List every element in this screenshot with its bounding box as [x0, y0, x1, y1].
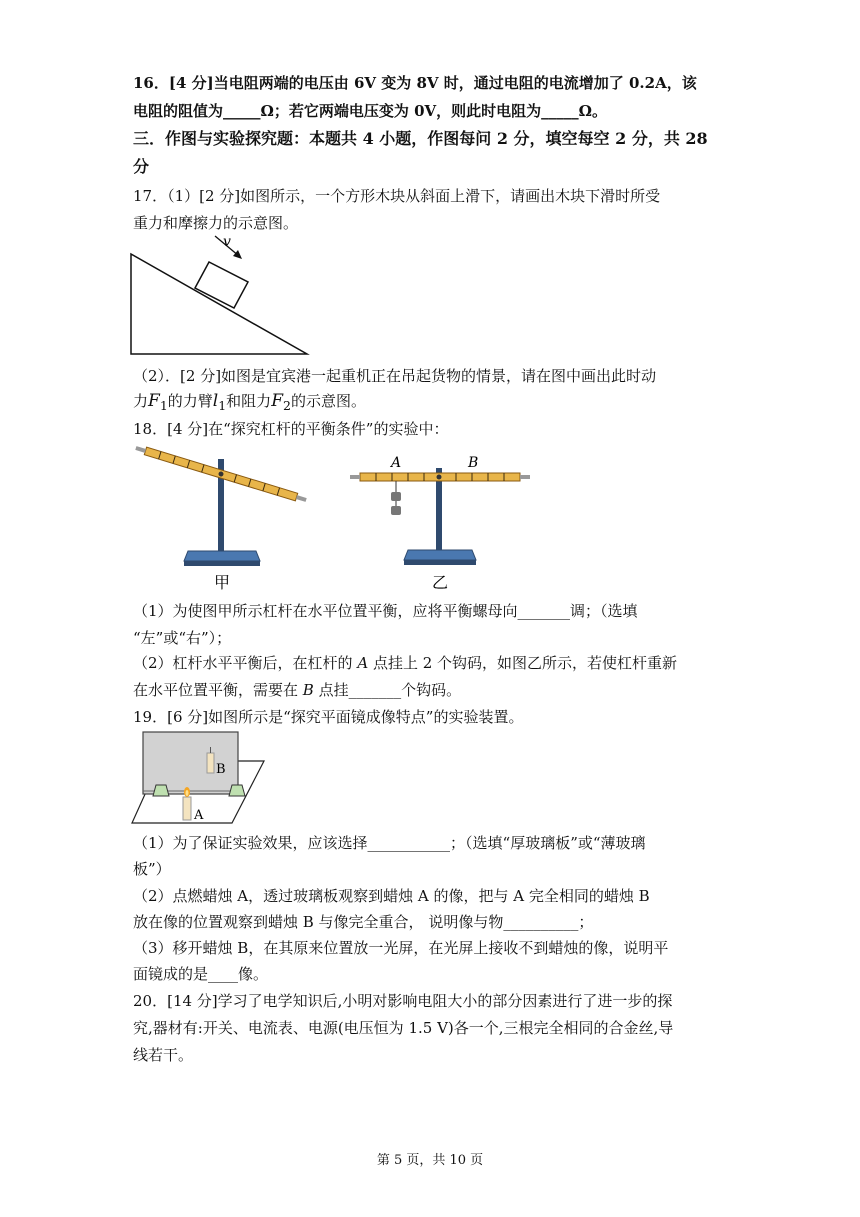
q18-sub1-line2: “左”或“右”）；	[133, 629, 232, 647]
q18-line1: 18．[4 分]在“探究杠杆的平衡条件”的实验中：	[133, 420, 449, 438]
q20-line1: 20．[14 分]学习了电学知识后,小明对影响电阻大小的部分因素进行了进一步的探	[133, 992, 673, 1010]
q17-line2: 重力和摩擦力的示意图。	[133, 214, 299, 232]
q18-sub1-line1: （1）为使图甲所示杠杆在水平位置平衡，应将平衡螺母向_______调；（选填	[133, 602, 638, 620]
q17-part2-line2: 力$F_1$的力臂$l_1$和阻力$F_2$的示意图。	[133, 391, 366, 413]
candle-B-label: B	[216, 762, 226, 777]
page-footer: 第 5 页，共 10 页	[376, 1153, 484, 1168]
hook-weight-2	[391, 506, 401, 515]
q20-line3: 线若干。	[133, 1046, 194, 1064]
section3-heading-cont: 分	[133, 157, 150, 176]
wood-block	[195, 262, 248, 308]
q19-sub3-line2: 面镜成的是____像。	[133, 965, 269, 983]
q19-sub1-line1: （1）为了保证实验效果，应该选择___________；（选填“厚玻璃板”或“薄玻璃	[133, 834, 646, 852]
hook-weight-1	[391, 492, 401, 501]
q19-sub3-line1: （3）移开蜡烛 B，在其原来位置放一光屏，在光屏上接收不到蜡烛的像，说明平	[133, 939, 669, 957]
point-A-label: A	[391, 455, 402, 471]
caption-jia: 甲	[214, 573, 231, 592]
caption-yi: 乙	[432, 573, 449, 592]
q17-line1: 17．（1）[2 分]如图所示，一个方形木块从斜面上滑下，请画出木块下滑时所受	[133, 187, 661, 205]
q17-part2-line1: （2）．[2 分]如图是宜宾港一起重机正在吊起货物的情景，请在图中画出此时动	[133, 367, 657, 385]
point-B-label: B	[468, 455, 479, 471]
q18-sub2-line2: 在水平位置平衡，需要在 B 点挂_______个钩码。	[133, 681, 462, 699]
velocity-label: v	[223, 234, 231, 250]
q16-line2: 电阻的阻值为_____Ω；若它两端电压变为 0V，则此时电阻为_____Ω。	[133, 102, 608, 120]
incline-figure	[125, 232, 315, 360]
lever-figure-jia	[128, 444, 308, 592]
q19-sub1-line2: 板”）	[133, 860, 171, 878]
candle-A-label: A	[194, 808, 204, 823]
lever-figure-yi	[348, 450, 548, 592]
section3-heading: 三．作图与实验探究题：本题共 4 小题，作图每问 2 分，填空每空 2 分，共 28	[133, 129, 708, 148]
q19-line1: 19．[6 分]如图所示是“探究平面镜成像特点”的实验装置。	[133, 708, 524, 726]
q18-sub2-line1: （2）杠杆水平平衡后，在杠杆的 A 点挂上 2 个钩码，如图乙所示，若使杠杆重新	[133, 654, 678, 672]
q19-sub2-line1: （2）点燃蜡烛 A，透过玻璃板观察到蜡烛 A 的像，把与 A 完全相同的蜡烛 B	[133, 887, 650, 905]
q16-line1: 16．[4 分]当电阻两端的电压由 6V 变为 8V 时，通过电阻的电流增加了 0.2A，该	[133, 74, 697, 92]
mirror-figure	[128, 729, 270, 825]
q19-sub2-line2: 放在像的位置观察到蜡烛 B 与像完全重合， 说明像与物__________；	[133, 913, 594, 931]
q20-line2: 究,器材有:开关、电流表、电源(电压恒为 1.5 V)各一个,三根完全相同的合金丝,导	[133, 1019, 674, 1037]
